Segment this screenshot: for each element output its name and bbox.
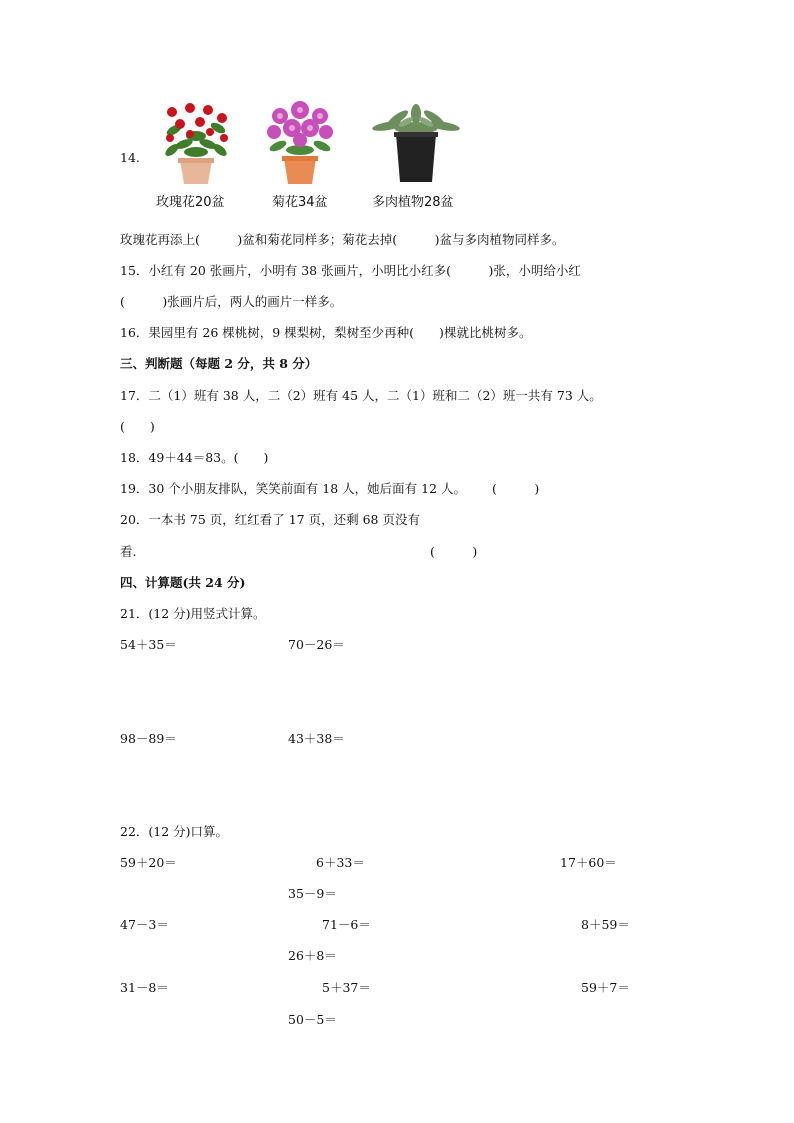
mental-calc-item: 59＋7＝: [581, 980, 630, 995]
question-15-line1: 15．小红有 20 张画片，小明有 38 张画片，小明比小红多( )张，小明给小红: [120, 263, 581, 278]
rose-pot-icon: [160, 100, 232, 186]
section-4-heading: 四、计算题(共 24 分): [120, 575, 246, 590]
vertical-calc-item: 43＋38＝: [288, 731, 345, 746]
question-18-text: 18．49＋44＝83。( ): [120, 450, 269, 465]
question-16-text: 16．果园里有 26 棵桃树，9 棵梨树，梨树至少再种( )棵就比桃树多。: [120, 325, 532, 340]
mental-calc-item: 26＋8＝: [288, 948, 337, 963]
mental-calc-item: 35－9＝: [288, 886, 337, 901]
vertical-calc-item: 98－89＝: [120, 731, 177, 746]
vertical-calc-item: 70－26＝: [288, 637, 345, 652]
question-21-title: 21．(12 分)用竖式计算。: [120, 606, 266, 621]
chrysanthemum-pot-icon: [264, 100, 336, 186]
question-22-title: 22．(12 分)口算。: [120, 824, 229, 839]
section-3-heading: 三、判断题（每题 2 分，共 8 分）: [120, 356, 318, 371]
mental-calc-item: 50－5＝: [288, 1012, 337, 1027]
question-17-line1: 17．二（1）班有 38 人，二（2）班有 45 人，二（1）班和二（2）班一共有 73 人。: [120, 388, 602, 403]
mental-calc-item: 59＋20＝: [120, 855, 177, 870]
question-17-answer-paren: ( ): [120, 419, 155, 434]
mental-calc-item: 47－3＝: [120, 917, 169, 932]
mental-calc-item: 17＋60＝: [560, 855, 617, 870]
plant-label-chrysanthemum: 菊花34盆: [272, 195, 328, 210]
question-14-text: 玫瑰花再添上( )盆和菊花同样多；菊花去掉( )盆与多肉植物同样多。: [120, 232, 565, 247]
question-20-line2: 看.: [120, 544, 137, 559]
mental-calc-item: 5＋37＝: [322, 980, 371, 995]
question-20-answer-paren: ( ): [430, 544, 478, 559]
succulent-pot-icon: [372, 104, 460, 186]
mental-calc-item: 6＋33＝: [316, 855, 365, 870]
question-20-line1: 20．一本书 75 页，红红看了 17 页，还剩 68 页没有: [120, 512, 420, 527]
question-15-line2: ( )张画片后，两人的画片一样多。: [120, 294, 343, 309]
question-14-number: 14.: [120, 150, 140, 165]
question-19-answer-paren: ( ): [492, 481, 540, 496]
mental-calc-item: 31－8＝: [120, 980, 169, 995]
vertical-calc-item: 54＋35＝: [120, 637, 177, 652]
question-19-text: 19．30 个小朋友排队，笑笑前面有 18 人，她后面有 12 人。: [120, 481, 466, 496]
mental-calc-item: 71－6＝: [322, 917, 371, 932]
plant-label-rose: 玫瑰花20盆: [156, 195, 225, 210]
plant-label-succulent: 多肉植物28盆: [372, 195, 454, 210]
mental-calc-item: 8＋59＝: [581, 917, 630, 932]
